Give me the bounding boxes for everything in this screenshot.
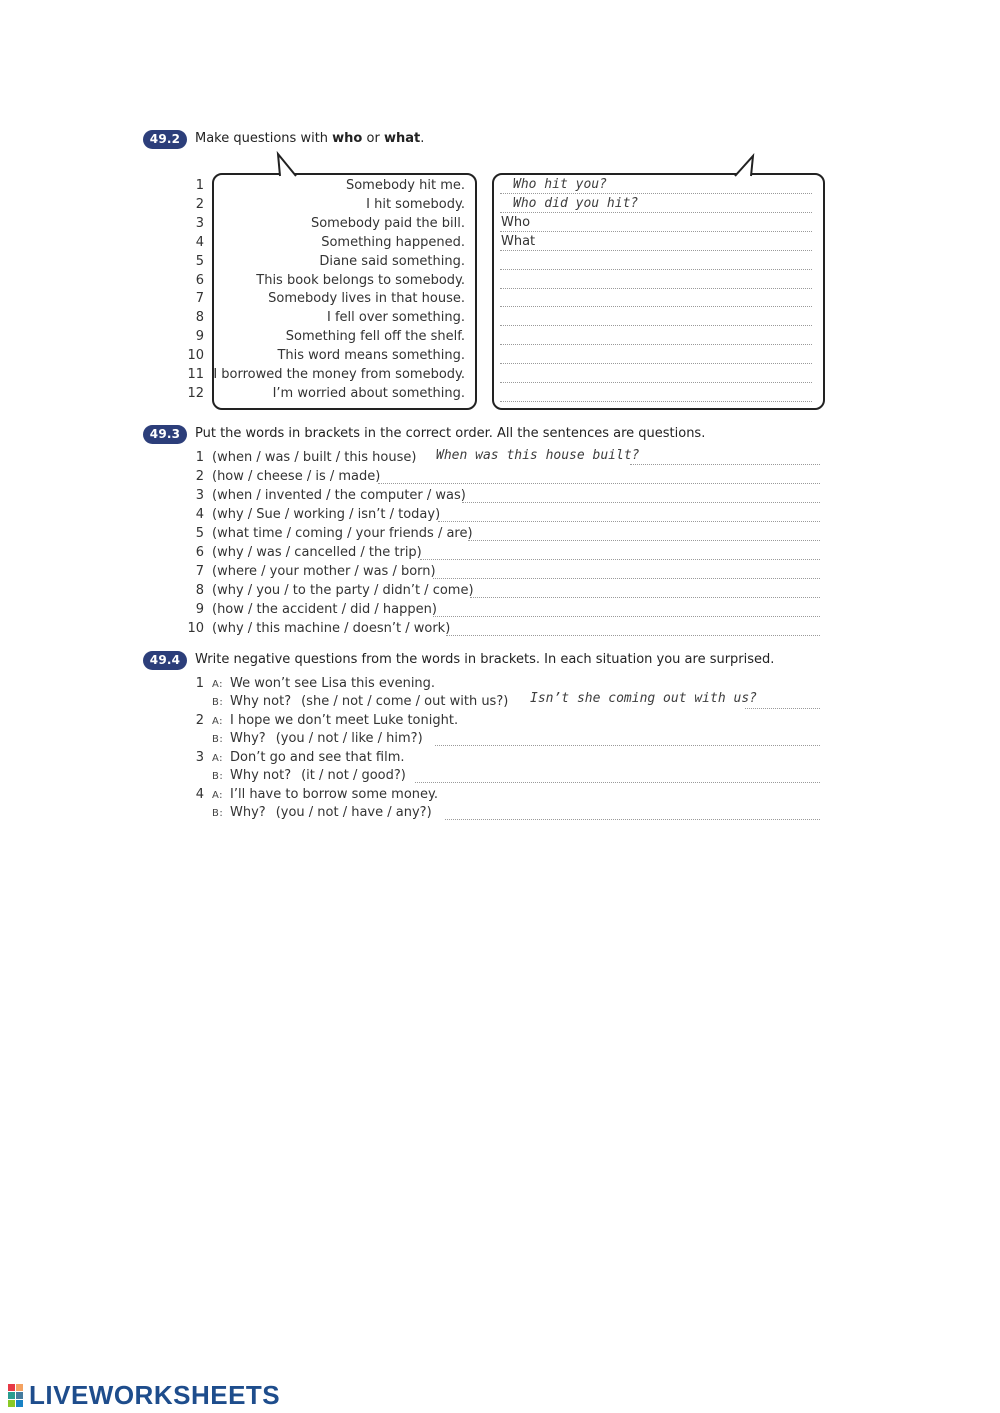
instruction-keyword-what: what xyxy=(383,131,421,146)
answer-line[interactable] xyxy=(500,363,812,364)
item-number: 2 xyxy=(195,196,204,212)
statement-text: Somebody lives in that house. xyxy=(268,291,465,307)
answer-line[interactable] xyxy=(500,212,812,213)
item-number: 3 xyxy=(195,750,204,765)
statement-text: I hit somebody. xyxy=(366,196,465,212)
item-number: 9 xyxy=(195,329,204,345)
statement-text: This word means something. xyxy=(277,348,465,364)
item-number: 4 xyxy=(195,234,204,250)
statement-text: Somebody hit me. xyxy=(345,178,465,193)
item-number: 2 xyxy=(195,469,204,484)
instruction-text: . xyxy=(420,131,425,146)
speaker-b-text: Why not? xyxy=(230,768,292,783)
answer-line[interactable] xyxy=(500,193,812,194)
speaker-b-text: Why? xyxy=(230,731,266,746)
bracket-prompt: (how / the accident / did / happen) xyxy=(212,602,437,617)
item-number: 3 xyxy=(195,215,204,231)
statement-text: Something happened. xyxy=(321,234,465,250)
answer-line[interactable] xyxy=(435,745,820,746)
logo-tile xyxy=(8,1384,15,1391)
item-number: 10 xyxy=(187,348,204,364)
answer-line[interactable] xyxy=(500,401,812,402)
speaker-a-line xyxy=(212,787,438,802)
item-number: 7 xyxy=(195,564,204,579)
speech-bubble-tail-left xyxy=(270,150,310,178)
bracket-prompt: (why / you / to the party / didn’t / come) xyxy=(212,583,474,598)
exercise-badge-49-4: 49.4 xyxy=(143,651,187,670)
speaker-b-line xyxy=(212,694,508,709)
answer-line[interactable] xyxy=(500,344,812,345)
answer-line[interactable] xyxy=(630,464,820,465)
answer-line[interactable] xyxy=(433,616,820,617)
item-number: 12 xyxy=(187,385,204,401)
statement-text: I fell over something. xyxy=(327,310,465,326)
answer-line[interactable] xyxy=(433,578,820,579)
speaker-b-label: B: xyxy=(212,808,224,819)
bracket-prompt: (why / this machine / doesn’t / work) xyxy=(212,621,451,636)
instruction-text: or xyxy=(362,131,384,146)
answer-line[interactable] xyxy=(500,306,812,307)
item-number: 5 xyxy=(195,526,204,541)
item-number: 10 xyxy=(187,621,204,636)
bracket-prompt: (when / invented / the computer / was) xyxy=(212,488,466,503)
item-number: 5 xyxy=(195,253,204,269)
answer-line[interactable] xyxy=(446,635,820,636)
item-number: 3 xyxy=(195,488,204,503)
logo-tile xyxy=(16,1400,23,1407)
statement-text: I’m worried about something. xyxy=(272,385,465,401)
statement-text: This book belongs to somebody. xyxy=(256,272,465,288)
speaker-b-text: Why not? xyxy=(230,694,292,709)
speaker-b-line xyxy=(212,805,432,820)
statement-text: Somebody paid the bill. xyxy=(310,215,465,231)
item-number: 7 xyxy=(195,291,204,307)
answer-text: When was this house built? xyxy=(436,448,640,463)
speaker-a-text: I’ll have to borrow some money. xyxy=(230,787,438,802)
logo-text: LIVEWORKSHEETS xyxy=(29,1380,281,1410)
logo-tile xyxy=(16,1392,23,1399)
instruction-keyword-who: who xyxy=(332,131,363,146)
bracket-prompt: (she / not / come / out with us?) xyxy=(301,694,509,709)
speaker-a-line xyxy=(212,676,435,691)
bracket-prompt: (it / not / good?) xyxy=(301,768,406,783)
answer-line[interactable] xyxy=(378,483,820,484)
answer-line[interactable] xyxy=(500,250,812,251)
speaker-b-label: B: xyxy=(212,697,224,708)
exercise-badge-49-3: 49.3 xyxy=(143,425,187,444)
answer-line[interactable] xyxy=(445,819,820,820)
speaker-b-text: Why? xyxy=(230,805,266,820)
bracket-prompt: (why / was / cancelled / the trip) xyxy=(212,545,422,560)
item-number: 11 xyxy=(187,367,204,382)
bracket-prompt: (how / cheese / is / made) xyxy=(212,469,381,484)
speaker-a-line xyxy=(212,713,458,728)
speaker-b-label: B: xyxy=(212,771,224,782)
speaker-a-text: Don’t go and see that film. xyxy=(230,750,405,765)
bracket-prompt: (when / was / built / this house) xyxy=(212,450,417,465)
item-number: 4 xyxy=(195,507,204,522)
exercise-instruction xyxy=(195,131,424,146)
bracket-prompt: (you / not / have / any?) xyxy=(275,805,432,820)
item-number: 1 xyxy=(195,178,204,193)
exercise-badge-49-2: 49.2 xyxy=(143,130,187,149)
logo-tile xyxy=(8,1392,15,1399)
answer-line[interactable] xyxy=(468,540,820,541)
speaker-a-label: A: xyxy=(212,716,224,727)
answer-line[interactable] xyxy=(462,502,820,503)
logo-tile xyxy=(8,1400,15,1407)
speaker-b-line xyxy=(212,731,423,746)
answer-line[interactable] xyxy=(745,708,820,709)
item-number: 1 xyxy=(195,450,204,465)
item-number: 6 xyxy=(195,272,204,288)
item-number: 1 xyxy=(195,676,204,691)
exercise-instruction: Put the words in brackets in the correct order. All the sentences are questions. xyxy=(195,426,706,441)
speaker-a-text: I hope we don’t meet Luke tonight. xyxy=(230,713,459,728)
speaker-b-line xyxy=(212,768,406,783)
answer-line[interactable] xyxy=(438,521,820,522)
answer-text: Who xyxy=(501,214,531,230)
item-number: 9 xyxy=(195,602,204,617)
answer-text: Isn’t she coming out with us? xyxy=(530,691,757,706)
bracket-prompt: (what time / coming / your friends / are) xyxy=(212,526,473,541)
instruction-text: Make questions with xyxy=(195,131,333,146)
answer-line[interactable] xyxy=(470,597,820,598)
item-number: 4 xyxy=(195,787,204,802)
speaker-b-label: B: xyxy=(212,734,224,745)
item-number: 8 xyxy=(195,310,204,326)
statement-text: I borrowed the money from somebody. xyxy=(213,367,465,382)
answer-text: Who did you hit? xyxy=(513,195,639,211)
speaker-a-line xyxy=(212,750,405,765)
speaker-a-label: A: xyxy=(212,679,224,690)
answer-line[interactable] xyxy=(500,231,812,232)
speaker-a-label: A: xyxy=(212,790,224,801)
speaker-a-text: We won’t see Lisa this evening. xyxy=(230,676,436,691)
bracket-prompt: (why / Sue / working / isn’t / today) xyxy=(212,507,441,522)
answer-line[interactable] xyxy=(415,782,820,783)
speaker-a-label: A: xyxy=(212,753,224,764)
statement-text: Something fell off the shelf. xyxy=(285,329,465,345)
item-number: 2 xyxy=(195,713,204,728)
answer-line[interactable] xyxy=(500,288,812,289)
speech-bubble-tail-right xyxy=(725,150,765,178)
exercise-instruction: Write negative questions from the words in brackets. In each situation you are surprised. xyxy=(195,652,775,667)
liveworksheets-logo xyxy=(8,1380,280,1411)
answer-line[interactable] xyxy=(420,559,820,560)
bracket-prompt: (you / not / like / him?) xyxy=(275,731,423,746)
item-number: 6 xyxy=(195,545,204,560)
logo-mark-icon xyxy=(8,1384,23,1407)
logo-tile xyxy=(16,1384,23,1391)
answer-text: What xyxy=(501,233,536,249)
answer-line[interactable] xyxy=(500,269,812,270)
item-number: 8 xyxy=(195,583,204,598)
answer-line[interactable] xyxy=(500,325,812,326)
answer-line[interactable] xyxy=(500,382,812,383)
bracket-prompt: (where / your mother / was / born) xyxy=(212,564,436,579)
answer-text: Who hit you? xyxy=(513,177,607,192)
statement-text: Diane said something. xyxy=(319,253,465,269)
